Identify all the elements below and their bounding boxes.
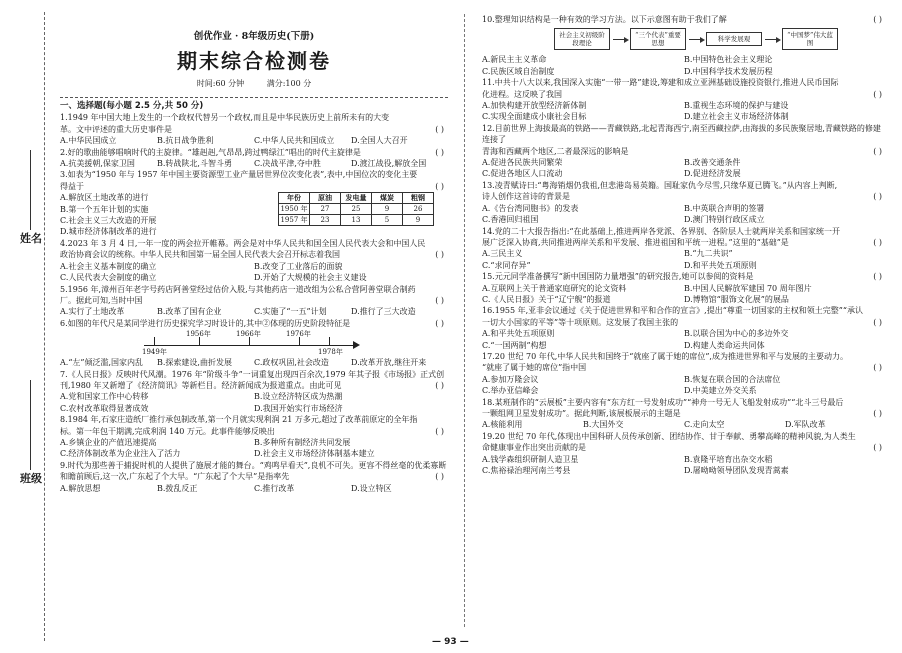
answer-paren[interactable]: ( ) <box>435 295 444 305</box>
option-b[interactable]: B.中国人民解放军建国 70 周年图片 <box>684 283 812 293</box>
table-cell: 25 <box>341 204 372 215</box>
table-cell: 13 <box>341 215 372 226</box>
option-a[interactable]: A.实行了土地改革 <box>60 307 125 317</box>
question-15-stem: 15.元元同学准备撰写“新中国国防力量增强”的研究报告,她可以参阅的资料是 ( ) <box>482 272 882 282</box>
question-13-options <box>482 203 886 226</box>
answer-paren[interactable]: ( ) <box>435 181 444 191</box>
question-1-stem-line2: 革。文中评述的重大历史事件是 ( ) <box>60 124 444 134</box>
answer-paren[interactable]: ( ) <box>435 147 444 157</box>
option-a[interactable]: A.互联网上关于普通家庭研究的论文资料 <box>482 283 627 293</box>
question-16-options <box>482 328 886 351</box>
option-b[interactable]: B.以联合国为中心的多边外交 <box>684 329 789 339</box>
table-header-row <box>279 193 434 204</box>
option-c[interactable]: C.推行改革 <box>254 483 295 493</box>
question-12-options <box>482 157 886 180</box>
section-heading: 一、选择题(每小题 2.5 分,共 50 分) <box>60 101 204 111</box>
option-a[interactable]: A.中华民国成立 <box>60 136 117 146</box>
option-d[interactable]: D.中国科学技术发展历程 <box>684 66 773 76</box>
option-d[interactable]: D.澳门特别行政区成立 <box>684 215 765 225</box>
answer-paren[interactable]: ( ) <box>873 15 882 24</box>
option-c[interactable]: C.决战平津,夺中胜 <box>254 159 321 169</box>
option-a[interactable]: A.三民主义 <box>482 249 523 259</box>
answer-paren[interactable]: ( ) <box>873 272 882 282</box>
question-10-options <box>482 54 886 77</box>
question-3-stem-line2: 得益于 ( ) <box>60 181 444 191</box>
table-cell: 27 <box>310 204 341 215</box>
question-8-options <box>60 437 448 460</box>
table-header: 煤炭 <box>372 193 403 204</box>
flow-box: 社会主义初级阶段理论 <box>554 28 610 50</box>
option-c[interactable]: C.香港回归祖国 <box>482 215 539 225</box>
timeline-label: 1966年 <box>236 330 261 339</box>
option-c[interactable]: C.中华人民共和国成立 <box>254 136 335 146</box>
option-b[interactable]: B.大国外交 <box>583 420 624 430</box>
question-9-stem-line2: 和瞻前顾后,这一次,广东起了个大早。“广东起了个大早”是指率先 ( ) <box>60 472 444 482</box>
option-c[interactable]: C.焦裕禄治理河南兰考县 <box>482 466 571 476</box>
table-cell: 23 <box>310 215 341 226</box>
option-d[interactable]: D.改革开放,继往开来 <box>351 358 427 368</box>
question-4-options <box>60 261 448 284</box>
answer-paren[interactable]: ( ) <box>873 317 882 327</box>
flow-box: 科学发展观 <box>706 32 762 46</box>
option-c[interactable]: C.走向太空 <box>684 420 725 430</box>
question-7-stem-line1: 7.《人民日报》反映时代风潮。1976 年“阶级斗争”一词重复出现四百余次,1979 年其子报《市场报》正式创 <box>60 369 445 379</box>
arrow-right-icon <box>765 39 779 40</box>
option-d[interactable]: D.社会主义市场经济体制基本建立 <box>254 449 375 459</box>
timeline-label: 1949年 <box>142 348 167 357</box>
option-d[interactable]: D.军队改革 <box>785 420 826 430</box>
table-header: 粗钢 <box>403 193 434 204</box>
option-b[interactable]: B.“九二共识” <box>684 249 733 259</box>
question-18-stem-line2: 一颗组网卫星发射成功”。据此判断,该展板展示的主题是 ( ) <box>482 409 882 418</box>
name-write-line <box>30 150 31 230</box>
option-d[interactable]: D.城市经济体制改革的进行 <box>60 227 157 237</box>
table-cell: 9 <box>372 204 403 215</box>
question-14-stem-line1: 14.党的二十大报告指出:“在此基础上,推进两岸各党派、各界别、各阶层人士就两岸关系和国家统一开 <box>482 226 841 236</box>
option-d[interactable]: D.推行了三大改造 <box>351 307 416 317</box>
option-d[interactable]: D.促进经济发展 <box>684 169 741 179</box>
option-c[interactable]: C.政权巩固,社会改造 <box>254 358 329 368</box>
question-2-stem: 2.好的歌曲能够唱响时代的主旋律。“雄赳赳,气昂昂,跨过鸭绿江”唱出的时代主旋律是 ( ) <box>60 147 444 157</box>
timeline-label: 1978年 <box>318 348 343 357</box>
class-label: 班级 <box>20 472 42 485</box>
question-15-options <box>482 283 886 306</box>
timeline-arrow-icon <box>353 341 360 349</box>
table-cell: 5 <box>372 215 403 226</box>
answer-paren[interactable]: ( ) <box>873 363 882 373</box>
option-b[interactable]: B.探索建设,曲折发展 <box>157 358 232 368</box>
option-c[interactable]: C.农村改革取得显著成效 <box>60 403 149 413</box>
option-b[interactable]: B.重视生态环境的保护与建设 <box>684 101 789 111</box>
option-c[interactable]: C.民族区域自治制度 <box>482 66 555 76</box>
table-cell: 1957 年 <box>280 216 308 225</box>
question-10-stem: 10.整理知识结构是一种有效的学习方法。以下示意图有助于我们了解 ( ) <box>482 15 882 24</box>
option-c[interactable]: C.经济体制改革为企业注入了活力 <box>60 449 181 459</box>
arrow-right-icon <box>613 39 627 40</box>
option-d[interactable]: D.中美建立外交关系 <box>684 386 757 396</box>
answer-paren[interactable]: ( ) <box>873 192 882 202</box>
binding-dashed-line <box>44 12 45 641</box>
question-19-stem-line1: 19.20 世纪 70 年代,体现出中国科研人员传承创新、团结协作、甘于奉献、勇攀高峰的精神风貌,为人类生 <box>482 431 856 441</box>
question-9-stem-line1: 9.时代为那些善于捕捉时机的人提供了施展才能的舞台。“鸡鸣早看天”,良机不可失。更容不得丝毫的优柔寡断 <box>60 460 447 470</box>
series-header: 创优作业 · 8年级历史(下册) <box>193 31 315 42</box>
question-1-options <box>60 135 448 146</box>
option-a[interactable]: A.党和国家工作中心转移 <box>60 392 149 402</box>
question-3-stem-line1: 3.如表为“1950 年与 1957 年中国主要资源型工业产量居世界位次变化表”,表中,中国位次的变化主要 <box>60 170 418 180</box>
answer-paren[interactable]: ( ) <box>435 124 444 134</box>
answer-paren[interactable]: ( ) <box>435 250 444 260</box>
question-2-options <box>60 158 448 169</box>
option-b[interactable]: B.抗日战争胜利 <box>157 136 214 146</box>
table-row <box>279 204 434 215</box>
option-a[interactable]: A.和平共处五项原则 <box>482 329 555 339</box>
answer-paren[interactable]: ( ) <box>873 146 882 156</box>
option-d[interactable]: D.屠呦呦领导团队发现青蒿素 <box>684 466 789 476</box>
answer-paren[interactable]: ( ) <box>435 318 444 328</box>
left-column <box>60 14 448 494</box>
question-11-stem-line1: 11.中共十八大以来,我国深入实施“一带一路”建设,筹建和成立亚洲基础设施投资银行,推进人民币国际 <box>482 78 839 88</box>
table-header: 发电量 <box>341 193 372 204</box>
option-b[interactable]: B.中英联合声明的签署 <box>684 203 765 213</box>
question-14-options <box>482 248 886 271</box>
right-column <box>482 14 886 476</box>
question-11-stem-line2: 化进程。这反映了我国 ( ) <box>482 89 882 99</box>
answer-paren[interactable]: ( ) <box>873 89 882 99</box>
page-number: — 93 — <box>432 637 469 647</box>
option-a[interactable]: A.核能利用 <box>482 420 523 430</box>
option-b[interactable]: B.拨乱反正 <box>157 483 198 493</box>
question-6-options <box>60 357 448 368</box>
question-1-stem-line1: 1.1949 年中国大地上发生的一个政权代替另一个政权,而且是中华民族历史上前所未有的大变 <box>60 113 390 123</box>
option-a[interactable]: A.解放区土地改革的进行 <box>60 193 149 203</box>
option-a[interactable]: A.“左”倾泛滥,国家内乱 <box>60 358 144 368</box>
arrow-right-icon <box>689 39 703 40</box>
option-c[interactable]: C.实施了“一五”计划 <box>254 307 327 317</box>
question-14-stem-line2: 展广泛深入协商,共同推进两岸关系和平发展、推进祖国和平统一进程。”这里的“基础”是 ( ) <box>482 237 882 247</box>
answer-paren[interactable]: ( ) <box>435 472 444 482</box>
answer-paren[interactable]: ( ) <box>435 426 444 436</box>
option-a[interactable]: A.抗美援朝,保家卫国 <box>60 159 135 169</box>
question-17-options <box>482 374 886 397</box>
option-d[interactable]: D.建立社会主义市场经济体制 <box>684 112 789 122</box>
question-5-options <box>60 306 448 317</box>
question-17-stem-line2: “就座了属于她的席位”指中国 ( ) <box>482 363 882 373</box>
option-a[interactable]: A.新民主主义革命 <box>482 55 547 65</box>
question-8-stem-line2: 标。第一年包干期满,完成利润 140 万元。此事件能够反映出 ( ) <box>60 426 444 436</box>
option-d[interactable]: D.设立特区 <box>351 483 392 493</box>
column-divider <box>464 14 465 627</box>
option-a[interactable]: A.《告台湾同胞书》的发表 <box>482 203 579 213</box>
question-7-stem-line2: 刊,1980 年又新增了《经济简讯》等新栏目。经济新闻成为报道重点。由此可见 ( ) <box>60 380 444 390</box>
table-cell: 26 <box>403 204 434 215</box>
option-b[interactable]: B.中国特色社会主义理论 <box>684 55 773 65</box>
question-16-stem-line2: 一切大小国家的平等”等十项原则。这发展了我国主张的 ( ) <box>482 317 882 327</box>
answer-paren[interactable]: ( ) <box>873 409 882 418</box>
option-c[interactable]: C.促进各地区人口流动 <box>482 169 563 179</box>
question-18-stem-line1: 18.某班制作的“云展板”主要内容有“东方红一号发射成功”“神舟一号无人飞船发射成功”“北斗三号最后 <box>482 397 844 407</box>
name-label: 姓名 <box>20 232 42 245</box>
option-d[interactable]: D.和平共处五项原则 <box>684 260 757 270</box>
timeline-axis <box>144 345 354 346</box>
answer-paren[interactable]: ( ) <box>873 237 882 247</box>
option-b[interactable]: B.第一个五年计划的实施 <box>60 204 149 214</box>
option-a[interactable]: A.加快构建开放型经济新体制 <box>482 101 587 111</box>
question-11-options <box>482 100 886 123</box>
question-8-stem-line1: 8.1984 年,石家庄造纸厂推行承包制改革,第一个月就实现利润 21 万多元,超过了改革前原定的全年指 <box>60 415 418 425</box>
question-19-stem-line2: 命健康事业作出突出贡献的是 ( ) <box>482 443 882 453</box>
option-d[interactable]: D.渡江战役,解放全国 <box>351 159 427 169</box>
header-rule <box>60 97 448 98</box>
exam-title: 期末综合检测卷 <box>177 49 331 73</box>
production-rank-table <box>278 192 434 226</box>
option-a[interactable]: A.解放思想 <box>60 483 101 493</box>
question-13-stem-line2: 诗人创作这首诗的背景是 ( ) <box>482 192 882 202</box>
timeline-figure <box>144 329 354 357</box>
question-9-options <box>60 483 448 494</box>
timeline-label: 1976年 <box>286 330 311 339</box>
answer-paren[interactable]: ( ) <box>873 443 882 453</box>
option-b[interactable]: B.改善交通条件 <box>684 158 741 168</box>
option-b[interactable]: B.转战陕北,斗智斗勇 <box>157 159 232 169</box>
class-write-line <box>30 380 31 470</box>
option-c[interactable]: C.实现全面建成小康社会目标 <box>482 112 587 122</box>
timeline-tick <box>329 337 330 345</box>
full-score: 满分:100 分 <box>266 79 312 88</box>
question-18-options <box>482 419 886 430</box>
option-d[interactable]: D.构建人类命运共同体 <box>684 340 765 350</box>
question-3-body <box>60 192 448 238</box>
timeline-tick <box>154 337 155 345</box>
option-a[interactable]: A.钱学森组织研制人造卫星 <box>482 454 579 464</box>
option-a[interactable]: A.参加万隆会议 <box>482 374 539 384</box>
question-7-options <box>60 391 448 414</box>
table-cell: 9 <box>403 215 434 226</box>
option-b[interactable]: B.改革了国有企业 <box>157 307 222 317</box>
option-c[interactable]: C.人民代表大会制度的确立 <box>60 273 157 283</box>
flow-box: “中国梦”伟大蓝图 <box>782 28 838 50</box>
table-header: 年份 <box>279 193 310 204</box>
option-d[interactable]: D.开始了大规模的社会主义建设 <box>254 273 367 283</box>
option-c[interactable]: C.“求同存异” <box>482 260 531 270</box>
question-12-stem-line1: 12.目前世界上海拔最高的铁路——青藏铁路,北起青海西宁,南至西藏拉萨,由海拔的多民族聚居地,青藏铁路的修建连接了 <box>482 123 881 145</box>
option-d[interactable]: D.博物馆“服饰文化展”的展品 <box>684 294 789 304</box>
option-c[interactable]: C.举办亚信峰会 <box>482 386 539 396</box>
table-cell: 1950 年 <box>280 205 308 214</box>
option-b[interactable]: B.设立经济特区成为热潮 <box>254 392 343 402</box>
option-d[interactable]: D.全国人大召开 <box>351 136 408 146</box>
question-19-options <box>482 454 886 477</box>
answer-paren[interactable]: ( ) <box>435 380 444 390</box>
question-17-stem-line1: 17.20 世纪 70 年代,中华人民共和国终于“就座了属于她的席位”,成为推进世界和平与发展的主要动力。 <box>482 351 848 361</box>
question-6-stem: 6.如图的年代尺是某同学进行历史探究学习时设计的,其中②体现的历史阶段特征是 ( ) <box>60 318 444 328</box>
question-4-stem-line1: 4.2023 年 3 月 4 日,一年一度的两会拉开帷幕。两会是对中华人民共和国全国人民代表大会和中国人民 <box>60 238 426 248</box>
option-a[interactable]: A.乡镇企业的产值迅速提高 <box>60 437 157 447</box>
table-row <box>279 215 434 226</box>
option-b[interactable]: B.多种所有制经济共同发展 <box>254 437 351 447</box>
table-header: 原油 <box>310 193 341 204</box>
question-13-stem-line1: 13.凌青赋诗曰:“粤海销烟仍我祖,但悲港岛易英籍。国耻家仇今尽雪,只缘华夏已腾飞。”从内容上判断, <box>482 180 838 190</box>
option-c[interactable]: C.社会主义三大改造的开展 <box>60 216 157 226</box>
flow-box: “三个代表”重要思想 <box>630 28 686 50</box>
question-5-stem-line2: 厂。据此可知,当时中国 ( ) <box>60 295 444 305</box>
option-c[interactable]: C.《人民日报》关于“辽宁舰”的报道 <box>482 294 611 304</box>
theory-flow-diagram <box>554 28 886 50</box>
time-limit: 时间:60 分钟 <box>196 79 245 88</box>
option-c[interactable]: C.“一国两制”构想 <box>482 340 547 350</box>
question-16-stem-line1: 16.1955 年,亚非会议通过《关于促进世界和平和合作的宣言》,提出“尊重一切国家的主权和领土完整”“承认 <box>482 306 863 316</box>
option-b[interactable]: B.恢复在联合国的合法席位 <box>684 374 781 384</box>
option-b[interactable]: B.袁隆平培育出杂交水稻 <box>684 454 773 464</box>
question-5-stem-line1: 5.1956 年,漳州百年老字号药店阿善堂经过估价入股,与其他药店一道改组为公私合营阿善堂联合制药 <box>60 284 416 294</box>
exam-meta <box>60 78 448 89</box>
option-d[interactable]: D.我国开始实行市场经济 <box>254 403 343 413</box>
option-a[interactable]: A.社会主义基本制度的确立 <box>60 261 157 271</box>
question-12-stem-line2: 青海和西藏两个地区,二者最深远的影响是 ( ) <box>482 146 882 156</box>
timeline-label: 1956年 <box>186 330 211 339</box>
option-a[interactable]: A.促进各民族共同繁荣 <box>482 158 563 168</box>
binding-strip <box>0 0 60 653</box>
question-4-stem-line2: 政治协商会议的统称。中华人民共和国第一届全国人民代表大会召开标志着我国 ( ) <box>60 250 444 260</box>
option-b[interactable]: B.改变了工业落后的面貌 <box>254 261 343 271</box>
